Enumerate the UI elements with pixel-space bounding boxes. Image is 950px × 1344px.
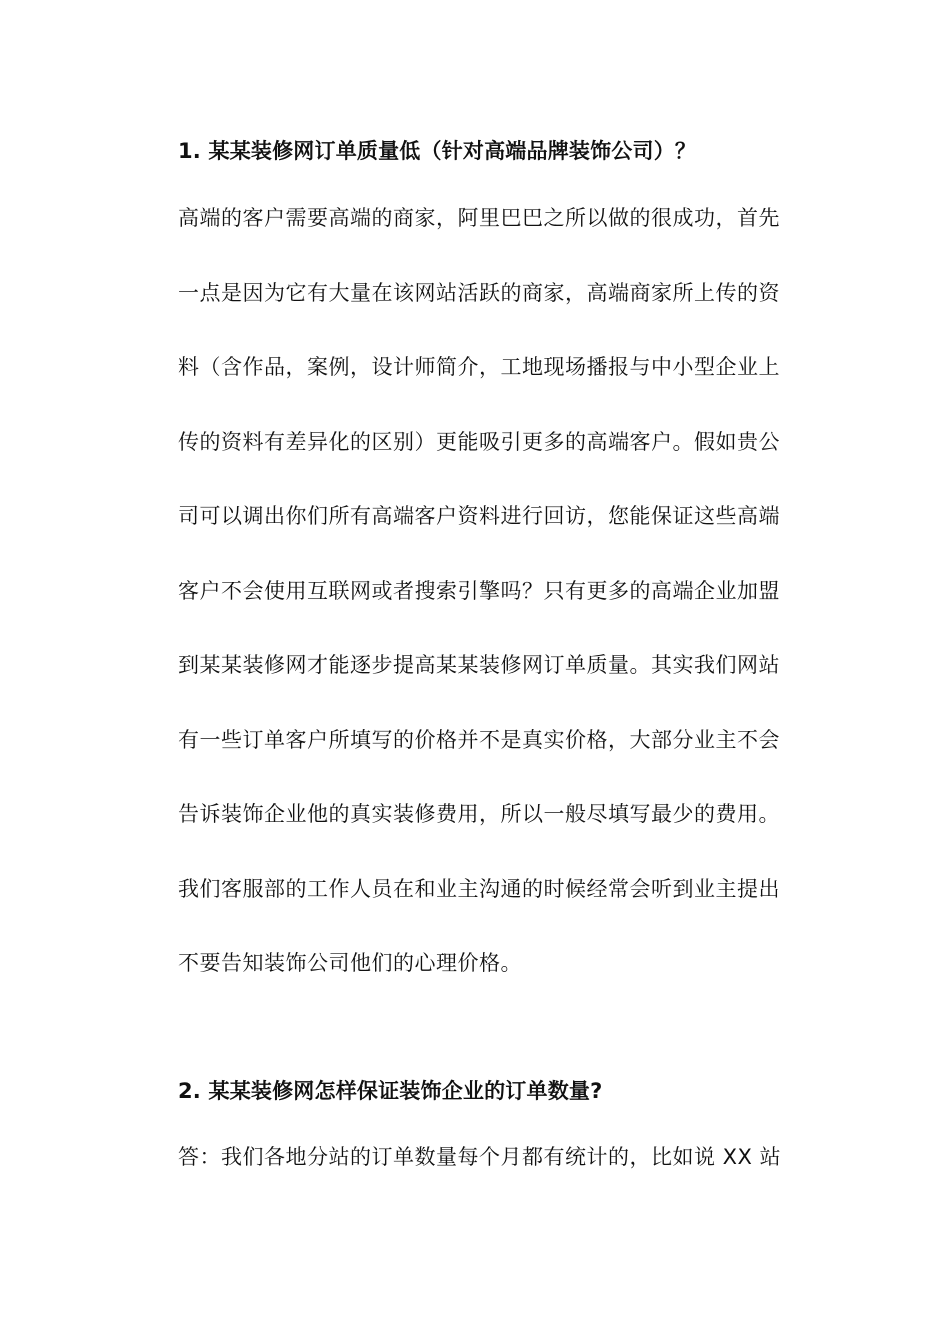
section-1-line-7: 到某某装修网才能逐步提高某某装修网订单质量。其实我们网站 bbox=[178, 653, 780, 677]
section-1-line-11: 不要告知装饰公司他们的心理价格。 bbox=[178, 951, 522, 975]
section-1-line-1: 高端的客户需要高端的商家，阿里巴巴之所以做的很成功，首先 bbox=[178, 206, 780, 230]
section-1-line-8: 有一些订单客户所填写的价格并不是真实价格，大部分业主不会 bbox=[178, 728, 780, 752]
section-1-heading: 1. 某某装修网订单质量低（针对高端品牌装饰公司）？ bbox=[178, 139, 697, 163]
section-1-line-9: 告诉装饰企业他的真实装修费用，所以一般尽填写最少的费用。 bbox=[178, 802, 780, 826]
section-1-line-4: 传的资料有差异化的区别）更能吸引更多的高端客户。假如贵公 bbox=[178, 430, 780, 454]
section-1-line-2: 一点是因为它有大量在该网站活跃的商家，高端商家所上传的资 bbox=[178, 281, 780, 305]
section-1-line-10: 我们客服部的工作人员在和业主沟通的时候经常会听到业主提出 bbox=[178, 877, 780, 901]
section-1-line-3: 料（含作品，案例，设计师简介，工地现场播报与中小型企业上 bbox=[178, 355, 780, 379]
section-2-heading: 2. 某某装修网怎样保证装饰企业的订单数量? bbox=[178, 1079, 603, 1103]
section-1-line-6: 客户不会使用互联网或者搜索引擎吗？只有更多的高端企业加盟 bbox=[178, 579, 780, 603]
section-1-line-5: 司可以调出你们所有高端客户资料进行回访，您能保证这些高端 bbox=[178, 504, 780, 528]
section-2-line-1: 答：我们各地分站的订单数量每个月都有统计的，比如说 XX 站 bbox=[178, 1145, 782, 1169]
